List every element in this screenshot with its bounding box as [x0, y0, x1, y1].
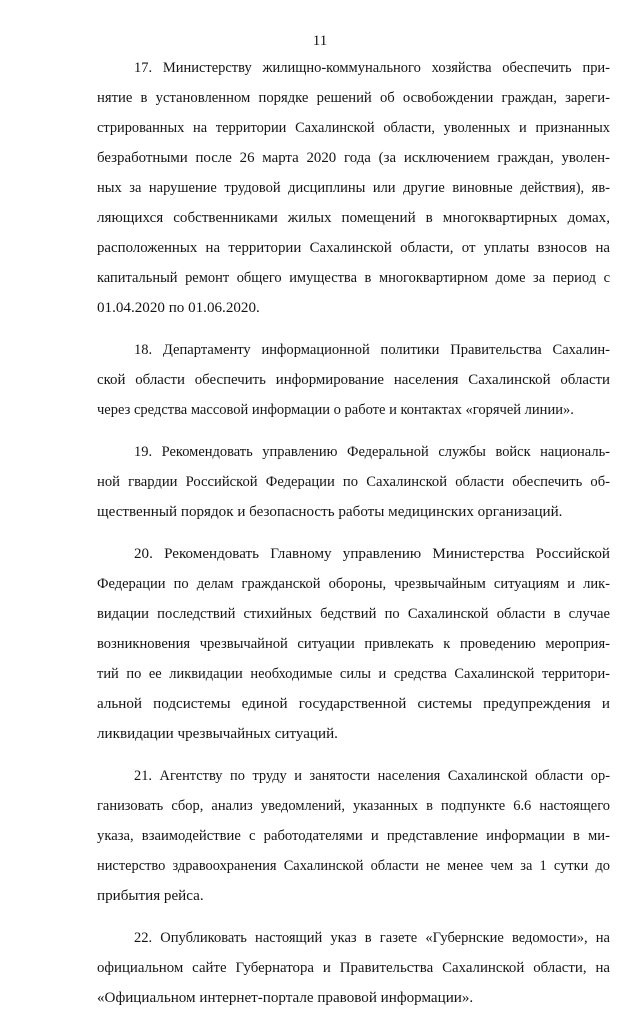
text-line: капитальный ремонт общего имущества в многоквартирном доме за период с	[97, 270, 610, 286]
paragraph-p21	[97, 761, 610, 911]
text-line: 18. Департаменту информационной политики Правительства Сахалин-	[134, 342, 610, 358]
text-line: «Официальном интернет-портале правовой информации».	[97, 990, 474, 1006]
text-line: нистерство здравоохранения Сахалинской области не менее чем за 1 сутки до	[97, 858, 610, 874]
text-line: ных за нарушение трудовой дисциплины или другие виновные действия), яв-	[97, 180, 610, 196]
text-line: указа, взаимодействие с работодателями и представление информации в ми-	[97, 828, 610, 844]
paragraph-p17	[97, 53, 610, 323]
text-line: 22. Опубликовать настоящий указ в газете «Губернские ведомости», на	[134, 930, 610, 946]
text-line: через средства массовой информации о работе и контактах «горячей линии».	[97, 402, 574, 418]
text-line: щественный порядок и безопасность работы медицинских организаций.	[97, 504, 563, 520]
text-line: 01.04.2020 по 01.06.2020.	[97, 300, 260, 316]
text-line: официальном сайте Губернатора и Правительства Сахалинской области, на	[97, 960, 610, 976]
text-line: прибытия рейса.	[97, 888, 204, 904]
text-line: тий по ее ликвидации необходимые силы и средства Сахалинской территори-	[97, 666, 610, 682]
text-line: стрированных на территории Сахалинской области, уволенных и признанных	[97, 120, 610, 136]
text-line: Федерации по делам гражданской обороны, чрезвычайным ситуациям и лик-	[97, 576, 610, 592]
text-line: альной подсистемы единой государственной системы предупреждения и	[97, 696, 610, 712]
text-line: 19. Рекомендовать управлению Федеральной службы войск националь-	[134, 444, 610, 460]
text-line: 20. Рекомендовать Главному управлению Министерства Российской	[134, 546, 610, 562]
text-line: ляющихся собственниками жилых помещений в многоквартирных домах,	[97, 210, 610, 226]
text-line: безработными после 26 марта 2020 года (за исключением граждан, уволен-	[97, 150, 610, 166]
text-line: ской области обеспечить информирование населения Сахалинской области	[97, 372, 610, 388]
text-line: нятие в установленном порядке решений об освобождении граждан, зареги-	[97, 90, 610, 106]
paragraph-p20	[97, 539, 610, 749]
document-body	[97, 53, 610, 1025]
text-line: 21. Агентству по труду и занятости населения Сахалинской области ор-	[134, 768, 610, 784]
text-line: 17. Министерству жилищно-коммунального хозяйства обеспечить при-	[134, 60, 610, 76]
paragraph-p18	[97, 335, 610, 425]
page-number: 11	[312, 33, 328, 49]
text-line: ликвидации чрезвычайных ситуаций.	[97, 726, 338, 742]
paragraph-p19	[97, 437, 610, 527]
text-line: возникновения чрезвычайной ситуации привлекать к проведению мероприя-	[97, 636, 610, 652]
text-line: ганизовать сбор, анализ уведомлений, указанных в подпункте 6.6 настоящего	[97, 798, 610, 814]
paragraph-p22	[97, 923, 610, 1013]
text-line: ной гвардии Российской Федерации по Сахалинской области обеспечить об-	[97, 474, 610, 490]
text-line: расположенных на территории Сахалинской области, от уплаты взносов на	[97, 240, 610, 256]
text-line: видации последствий стихийных бедствий по Сахалинской области в случае	[97, 606, 610, 622]
